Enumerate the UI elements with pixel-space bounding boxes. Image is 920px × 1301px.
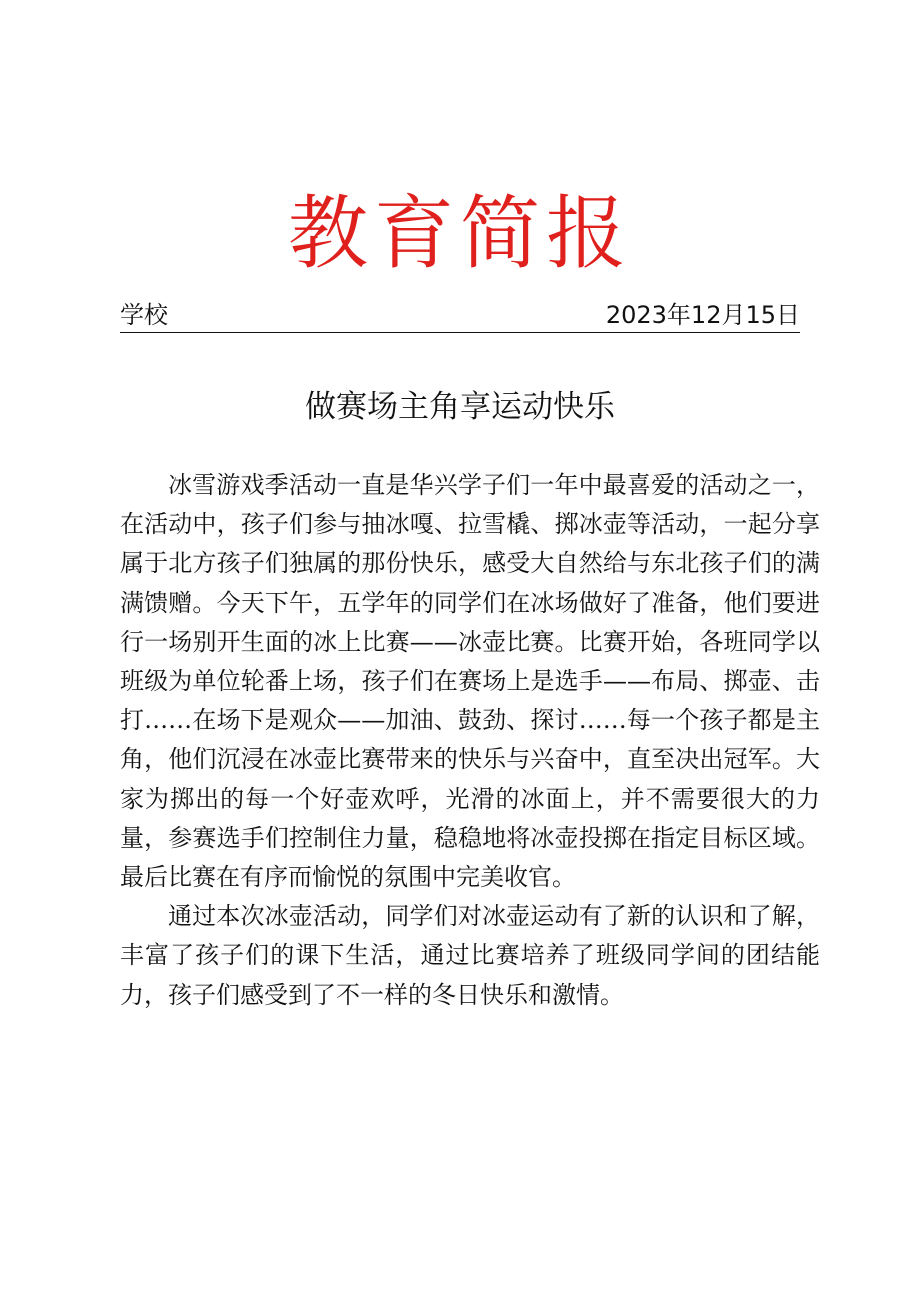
article-paragraph: 通过本次冰壶活动，同学们对冰壶运动有了新的认识和了解，丰富了孩子们的课下生活，通过比赛培养了班级同学间的团结能力，孩子们感受到了不一样的冬日快乐和激情。 xyxy=(120,902,820,1009)
article-headline: 做赛场主角享运动快乐 xyxy=(305,389,615,425)
article-body xyxy=(120,466,820,1015)
school-label: 学校 xyxy=(120,301,168,329)
issue-date: 2023年12月15日 xyxy=(605,301,800,329)
article-paragraph: 冰雪游戏季活动一直是华兴学子们一年中最喜爱的活动之一，在活动中，孩子们参与抽冰嘎、拉雪橇、掷冰壶等活动，一起分享属于北方孩子们独属的那份快乐，感受大自然给与东北孩子们的满满馈赠。今天下午，五学年的同学们在冰场做好了准备，他们要进行一场别开生面的冰上比赛——冰壶比赛。比赛开始，各班同学以班级为单位轮番上场，孩子们在赛场上是选手——布局、掷壶、击打……在场下是观众——加油、鼓劲、探讨……每一个孩子都是主角，他们沉浸在冰壶比赛带来的快乐与兴奋中，直至决出冠军。大家为掷出的每一个好壶欢呼，光滑的冰面上，并不需要很大的力量，参赛选手们控制住力量，稳稳地将冰壶投掷在指定目标区域。最后比赛在有序而愉悦的氛围中完美收官。 xyxy=(120,471,820,892)
school-date-line xyxy=(120,298,800,333)
masthead-title: 教育简报 xyxy=(288,187,632,280)
